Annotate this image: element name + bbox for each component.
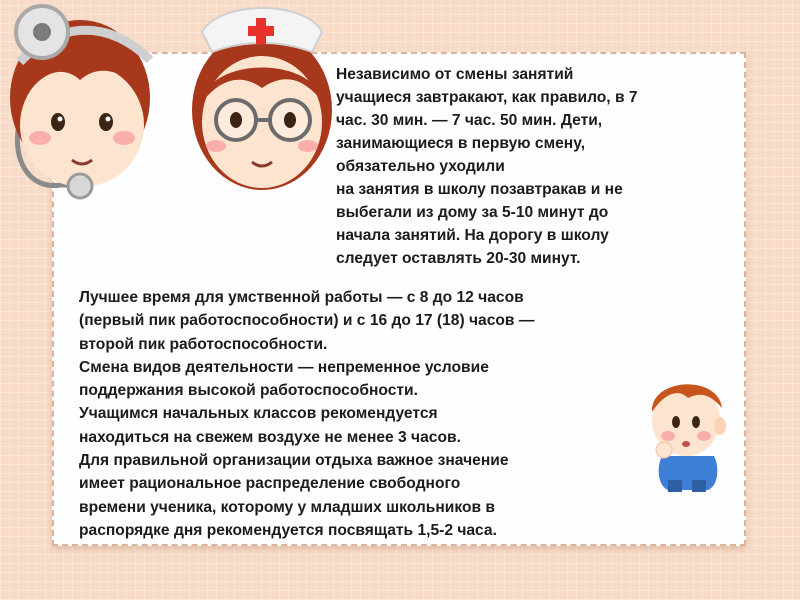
doctor-illustration	[0, 0, 170, 205]
stethoscope-icon	[68, 174, 92, 198]
paragraph-work-rest: Лучшее время для умственной работы — с 8 до 12 часов (первый пик работоспособности) и с 16 до 17 (18) часов — второй пик работоспособности. Смена видов деятельности — непременное условие поддержания высокой работоспособности. Учащимся начальных классов рекомендуется находиться на свежем воздухе не менее 3 часов. Для правильной организации отдыха важное значение имеет рациональное распределение свободного времени ученика, которому у младших школьников в распорядке дня рекомендуется посвящать 1,5-2 часа.	[79, 289, 535, 539]
nurse-illustration	[180, 0, 340, 200]
paragraph-breakfast: Независимо от смены занятий учащиеся завтракают, как правило, в 7 час. 30 мин. — 7 час. 50 мин. Дети, занимающиеся в первую смену, обязательно уходили на занятия в школу позавтракав и не выбегали из дому за 5-10 минут до начала занятий. На дорогу в школу следует оставлять 20-30 минут.	[336, 66, 638, 267]
